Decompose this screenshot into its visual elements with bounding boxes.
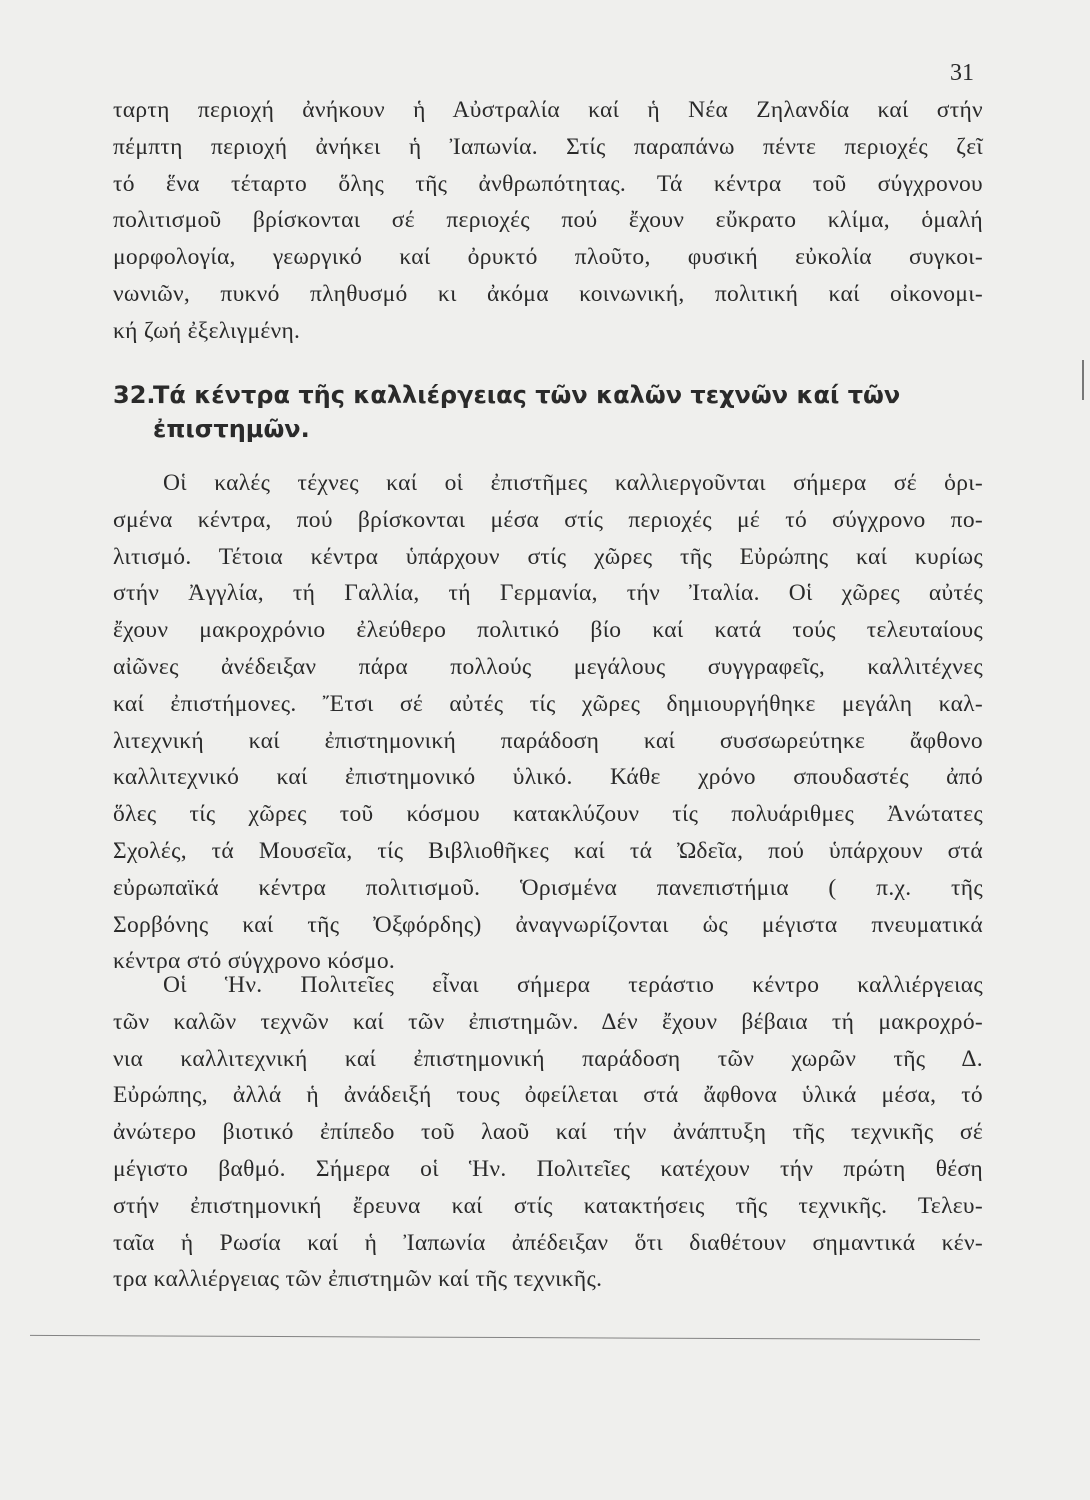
text-line: Οἱ καλές τέχνες καί οἱ ἐπιστῆμες καλλιεργοῦνται σήμερα σέ ὁρι- xyxy=(163,470,983,496)
text-line: ἀνώτερο βιοτικό ἐπίπεδο τοῦ λαοῦ καί τήν ἀνάπτυξη τῆς τεχνικῆς σέ xyxy=(113,1119,983,1146)
text-line: Σχολές, τά Μουσεῖα, τίς Βιβλιοθῆκες καί τά Ὠδεῖα, πού ὑπάρχουν στά xyxy=(113,837,983,864)
text-line: πέμπτη περιοχή ἀνήκει ἡ Ἰαπωνία. Στίς παραπάνω πέντε περιοχές ζεῖ xyxy=(113,133,983,160)
text-line: τρα καλλιέργειας τῶν ἐπιστημῶν καί τῆς τεχνικῆς. xyxy=(113,1266,603,1293)
text-line: κή ζωή ἐξελιγμένη. xyxy=(113,317,301,344)
paragraph-3 xyxy=(113,967,983,1298)
section-number: 32. xyxy=(113,381,156,409)
text-line: τῶν καλῶν τεχνῶν καί τῶν ἐπιστημῶν. Δέν ἔχουν βέβαια τή μακροχρό- xyxy=(113,1008,983,1035)
text-line: καλλιτεχνικό καί ἐπιστημονικό ὑλικό. Κάθε χρόνο σπουδαστές ἀπό xyxy=(113,764,983,791)
page-divider-line xyxy=(30,1335,980,1340)
section-heading xyxy=(113,378,983,446)
paragraph-1 xyxy=(113,92,983,350)
text-line: Οἱ Ἡν. Πολιτεῖες εἶναι σήμερα τεράστιο κέντρο καλλιέργειας xyxy=(163,972,983,998)
section-title-continued: ἐπιστημῶν. xyxy=(153,415,310,443)
text-line: σμένα κέντρα, πού βρίσκονται μέσα στίς περιοχές μέ τό σύγχρονο πο- xyxy=(113,506,983,533)
text-line: ταῖα ἡ Ρωσία καί ἡ Ἰαπωνία ἀπέδειξαν ὅτι διαθέτουν σημαντικά κέν- xyxy=(113,1229,983,1256)
paragraph-2 xyxy=(113,465,983,980)
text-line: Εὐρώπης, ἀλλά ἡ ἀνάδειξή τους ὀφείλεται στά ἄφθονα ὑλικά μέσα, τό xyxy=(113,1082,983,1109)
text-line: ἔχουν μακροχρόνιο ἐλεύθερο πολιτικό βίο καί κατά τούς τελευταίους xyxy=(113,617,983,644)
text-line: στήν ἐπιστημονική ἔρευνα καί στίς κατακτήσεις τῆς τεχνικῆς. Τελευ- xyxy=(113,1192,983,1219)
page-edge-mark xyxy=(1082,360,1084,400)
text-line: λιτεχνική καί ἐπιστημονική παράδοση καί συσσωρεύτηκε ἄφθονο xyxy=(113,727,983,754)
text-line: ὅλες τίς χῶρες τοῦ κόσμου κατακλύζουν τίς πολυάριθμες Ἀνώτατες xyxy=(113,801,983,828)
text-line: καί ἐπιστήμονες. Ἔτσι σέ αὐτές τίς χῶρες δημιουργήθηκε μεγάλη καλ- xyxy=(113,690,983,717)
text-line: πολιτισμοῦ βρίσκονται σέ περιοχές πού ἔχουν εὔκρατο κλίμα, ὁμαλή xyxy=(113,207,983,234)
text-line: τό ἕνα τέταρτο ὅλης τῆς ἀνθρωπότητας. Τά κέντρα τοῦ σύγχρονου xyxy=(113,170,983,197)
text-line: μέγιστο βαθμό. Σήμερα οἱ Ἡν. Πολιτεῖες κατέχουν τήν πρώτη θέση xyxy=(113,1155,983,1182)
text-line: μορφολογία, γεωργικό καί ὀρυκτό πλοῦτο, φυσική εὐκολία συγκοι- xyxy=(113,244,983,271)
text-line: αἰῶνες ἀνέδειξαν πάρα πολλούς μεγάλους συγγραφεῖς, καλλιτέχνες xyxy=(113,653,983,680)
text-line: Σορβόνης καί τῆς Ὀξφόρδης) ἀναγνωρίζονται ὡς μέγιστα πνευματικά xyxy=(113,911,983,938)
page-number: 31 xyxy=(950,60,974,86)
section-title: Τά κέντρα τῆς καλλιέργειας τῶν καλῶν τεχνῶν καί τῶν xyxy=(153,381,901,409)
text-line: νια καλλιτεχνική καί ἐπιστημονική παράδοση τῶν χωρῶν τῆς Δ. xyxy=(113,1045,983,1072)
text-line: λιτισμό. Τέτοια κέντρα ὑπάρχουν στίς χῶρες τῆς Εὐρώπης καί κυρίως xyxy=(113,543,983,570)
text-line: νωνιῶν, πυκνό πληθυσμό κι ἀκόμα κοινωνική, πολιτική καί οἰκονομι- xyxy=(113,280,983,307)
text-line: εὐρωπαϊκά κέντρα πολιτισμοῦ. Ὁρισμένα πανεπιστήμια ( π.χ. τῆς xyxy=(113,874,983,901)
text-line: κέντρα στό σύγχρονο κόσμο. xyxy=(113,948,396,975)
text-line: στήν Ἀγγλία, τή Γαλλία, τή Γερμανία, τήν Ἰταλία. Οἱ χῶρες αὐτές xyxy=(113,580,983,607)
text-line: ταρτη περιοχή ἀνήκουν ἡ Αὐστραλία καί ἡ Νέα Ζηλανδία καί στήν xyxy=(113,97,983,123)
